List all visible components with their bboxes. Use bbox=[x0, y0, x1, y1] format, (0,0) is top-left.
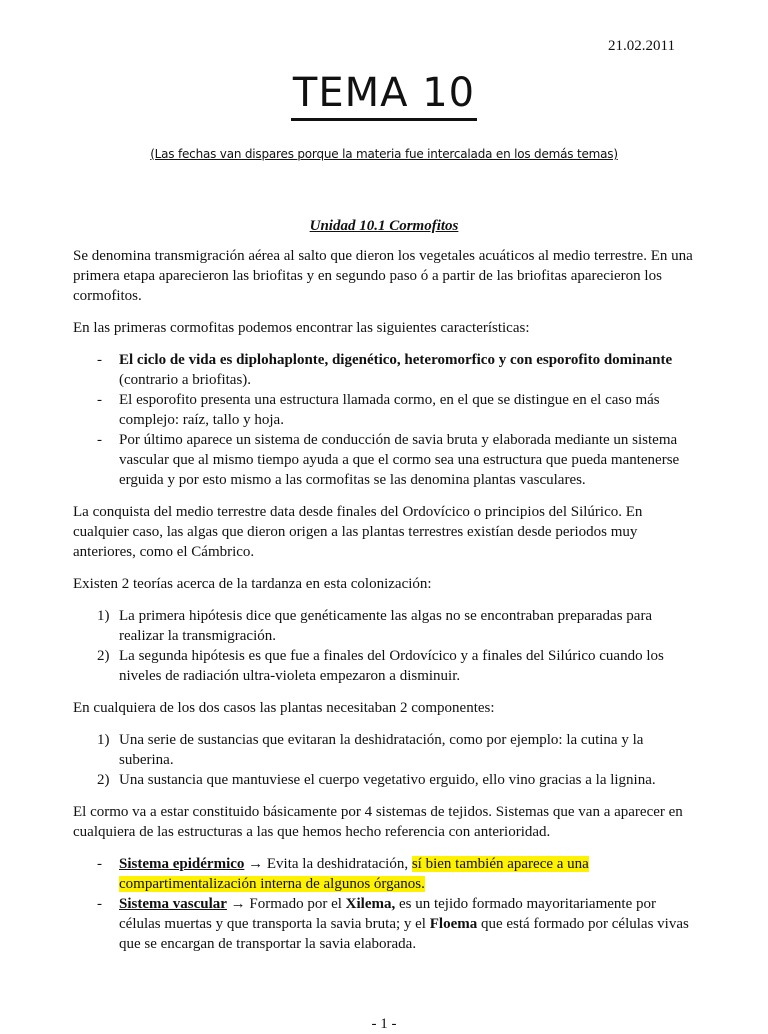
list-item-text: Por último aparece un sistema de conducción de savia bruta y elaborada mediante un sistema vascular que al mismo tiempo ayuda a que el cormo sea una estructura que pueda mantenerse erguida y por esto mismo a las cormofitas se las denomina plantas vasculares. bbox=[119, 432, 680, 488]
document-date: 21.02.2011 bbox=[608, 38, 675, 54]
list-dash: - bbox=[97, 896, 102, 912]
page-number: - 1 - bbox=[371, 1016, 397, 1032]
list-number: 2) bbox=[97, 772, 110, 788]
list-number: 2) bbox=[97, 648, 110, 664]
list-item-text: La primera hipótesis dice que genéticamente las algas no se encontraban preparadas para realizar la transmigración. bbox=[119, 608, 653, 644]
document-subtitle: (Las fechas van dispares porque la materia fue intercalada en los demás temas) bbox=[150, 147, 618, 161]
term-xilema: Xilema, bbox=[345, 896, 396, 912]
document-title-wrap bbox=[0, 70, 768, 121]
list-dash: - bbox=[97, 352, 102, 368]
list-item bbox=[73, 894, 695, 954]
list-dash: - bbox=[97, 856, 102, 872]
list-item bbox=[73, 350, 695, 390]
list-dash: - bbox=[97, 392, 102, 408]
list-item-text: La segunda hipótesis es que fue a finales del Ordovícico y a finales del Silúrico cuando los niveles de radiación ultra-violeta empezaron a disminuir. bbox=[119, 648, 664, 684]
list-item bbox=[73, 390, 695, 430]
components-list bbox=[73, 730, 695, 790]
list-item-text: que está formado por células vivas que se encargan de transportar la savia elaborada. bbox=[119, 916, 689, 952]
arrow-right-icon: → bbox=[248, 856, 264, 872]
list-number: 1) bbox=[97, 732, 110, 748]
characteristics-list bbox=[73, 350, 695, 490]
paragraph-transmigracion: Se denomina transmigración aérea al salto que dieron los vegetales acuáticos al medio terrestre. En una primera etapa aparecieron las briofitas y en segundo paso ó a partir de las briofitas aparecieron los cormofitos. bbox=[73, 248, 693, 304]
highlighted-text: sí bien también aparece a una compartimentalización interna de algunos órganos. bbox=[119, 856, 589, 892]
term-floema: Floema bbox=[429, 916, 478, 932]
paragraph-conquista: La conquista del medio terrestre data desde finales del Ordovícico o principios del Silúrico. En cualquier caso, las algas que dieron origen a las plantas terrestres existían desde periodos muy anteriores, como el Cámbrico. bbox=[73, 504, 643, 560]
list-number: 1) bbox=[97, 608, 110, 624]
document-body bbox=[73, 246, 695, 966]
list-item-text: Formado por el bbox=[245, 896, 346, 912]
list-item bbox=[73, 854, 695, 894]
unit-heading: Unidad 10.1 Cormofitos bbox=[309, 218, 459, 234]
list-item-text: Una sustancia que mantuviese el cuerpo vegetativo erguido, ello vino gracias a la lignina. bbox=[119, 772, 656, 788]
list-item-text: El esporofito presenta una estructura llamada cormo, en el que se distingue en el caso más complejo: raíz, tallo y hoja. bbox=[119, 392, 660, 428]
list-item bbox=[73, 646, 695, 686]
subtitle-wrap bbox=[0, 144, 768, 164]
paragraph-cormo: El cormo va a estar constituido básicamente por 4 sistemas de tejidos. Sistemas que van a aparecer en cualquiera de las estructuras a las que hemos hecho referencia con anterioridad. bbox=[73, 804, 683, 840]
list-item-text: Una serie de sustancias que evitaran la deshidratación, como por ejemplo: la cutina y la suberina. bbox=[119, 732, 644, 768]
list-item bbox=[73, 730, 695, 770]
document-title: TEMA 10 bbox=[291, 70, 477, 121]
list-item bbox=[73, 606, 695, 646]
bold-text: El ciclo de vida es diplohaplonte, digenético, heteromorfico y con esporofito dominante bbox=[119, 352, 673, 368]
list-item bbox=[73, 770, 695, 790]
paragraph-componentes-intro: En cualquiera de los dos casos las plantas necesitaban 2 componentes: bbox=[73, 700, 495, 716]
list-item-text: (contrario a briofitas). bbox=[119, 372, 252, 388]
list-dash: - bbox=[97, 432, 102, 448]
term-sistema-epidermico: Sistema epidérmico bbox=[119, 856, 245, 872]
term-sistema-vascular: Sistema vascular bbox=[119, 896, 227, 912]
list-item-text: Evita la deshidratación, bbox=[263, 856, 412, 872]
list-item bbox=[73, 430, 695, 490]
list-item-text: es un tejido formado mayoritariamente por células muertas y que transporta la savia bruta; y el bbox=[119, 896, 656, 932]
theories-list bbox=[73, 606, 695, 686]
paragraph-caracteristicas-intro: En las primeras cormofitas podemos encontrar las siguientes características: bbox=[73, 320, 530, 336]
systems-list bbox=[73, 854, 695, 954]
arrow-right-icon: → bbox=[230, 896, 246, 912]
paragraph-teorias-intro: Existen 2 teorías acerca de la tardanza en esta colonización: bbox=[73, 576, 432, 592]
